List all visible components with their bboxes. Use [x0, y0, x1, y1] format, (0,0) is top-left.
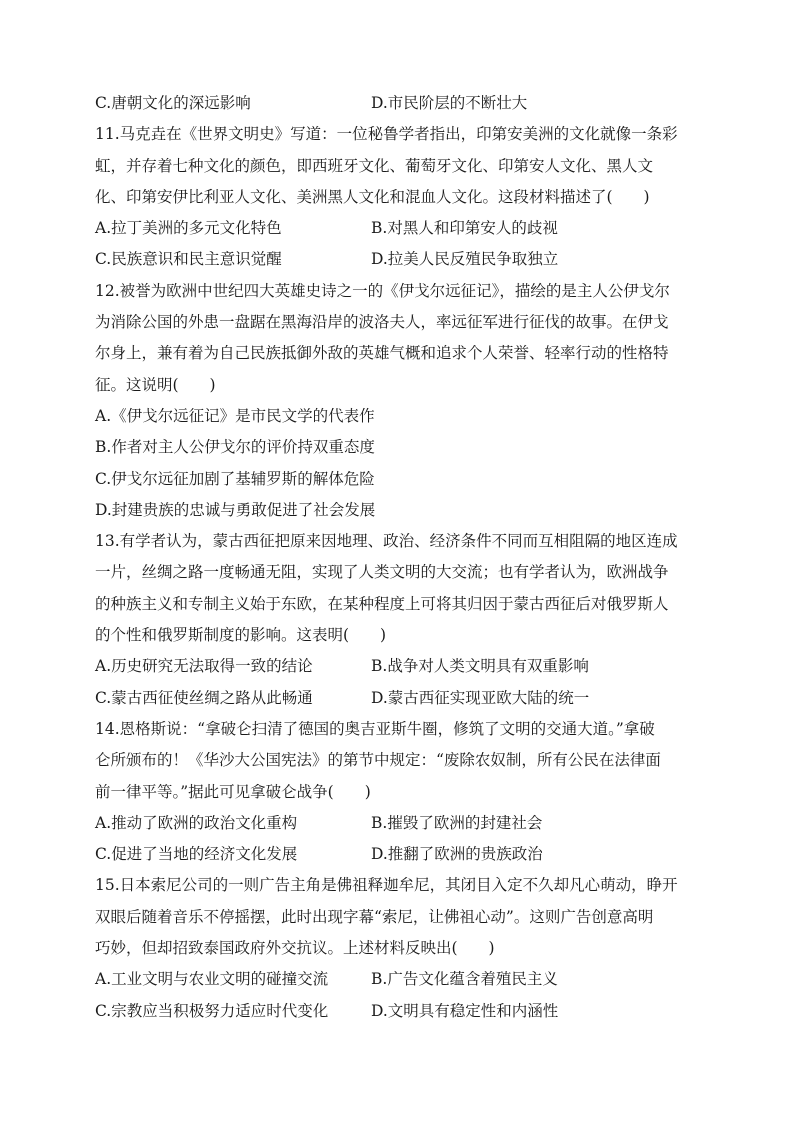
question-text-line: 11.马克垚在《世界文明史》写道：一位秘鲁学者指出，印第安美洲的文化就像一条彩	[95, 125, 678, 144]
question-text-line: 为消除公国的外患一盘踞在黑海沿岸的波洛夫人，率远征军进行征伐的故事。在伊戈	[95, 313, 669, 332]
option-b: B.作者对主人公伊戈尔的评价持双重态度	[95, 438, 375, 457]
option-a: A.拉丁美洲的多元文化特色	[95, 219, 282, 238]
question-text-line: 12.被誉为欧洲中世纪四大英雄史诗之一的《伊戈尔远征记》，描绘的是主人公伊戈尔	[95, 281, 670, 300]
option-row	[95, 839, 705, 870]
option-b: B.对黑人和印第安人的歧视	[371, 219, 558, 238]
option-row	[95, 88, 705, 119]
question-text-line: 征。这说明( )	[95, 375, 216, 394]
option-b: B.战争对人类文明具有双重影响	[371, 657, 589, 676]
question-text-line: 15.日本索尼公司的一则广告主角是佛祖释迦牟尼，其闭目入定不久却凡心萌动，睁开	[95, 876, 678, 895]
option-c: C.伊戈尔远征加剧了基辅罗斯的解体危险	[95, 469, 375, 488]
option-row	[95, 996, 705, 1027]
option-d: D.文明具有稳定性和内涵性	[371, 1001, 559, 1020]
option-c: C.唐朝文化的深远影响	[95, 94, 251, 112]
question-15	[95, 870, 705, 1026]
option-row	[95, 683, 705, 714]
option-row	[95, 213, 705, 244]
question-12	[95, 276, 705, 526]
question-text-line: 的个性和俄罗斯制度的影响。这表明( )	[95, 626, 387, 645]
question-text-line: 虹，并存着七种文化的颜色，即西班牙文化、葡萄牙文化、印第安人文化、黑人文	[95, 156, 654, 175]
option-d: D.蒙古西征实现亚欧大陆的统一	[371, 688, 590, 707]
option-a: A.《伊戈尔远征记》是市民文学的代表作	[95, 406, 375, 425]
option-d: D.推翻了欧洲的贵族政治	[371, 845, 543, 864]
option-c: C.宗教应当积极努力适应时代变化	[95, 1001, 329, 1020]
question-text-line: 前一律平等。”据此可见拿破仑战争( )	[95, 782, 371, 801]
question-text-line: 化、印第安伊比利亚人文化、美洲黑人文化和混血人文化。这段材料描述了( )	[95, 187, 650, 206]
question-text-line: 尔身上，兼有着为自己民族抵御外敌的英雄气概和追求个人荣誉、轻率行动的性格特	[95, 344, 669, 363]
option-d: D.市民阶层的不断壮大	[371, 94, 528, 112]
option-b: B.摧毁了欧洲的封建社会	[371, 813, 543, 832]
question-text-line: 一片，丝绸之路一度畅通无阻，实现了人类文明的大交流；也有学者认为，欧洲战争	[95, 563, 669, 582]
exam-page	[95, 88, 705, 1027]
option-a: A.推动了欧洲的政治文化重构	[95, 813, 298, 832]
option-c: C.民族意识和民主意识觉醒	[95, 250, 282, 269]
option-c: C.蒙古西征使丝绸之路从此畅通	[95, 688, 313, 707]
question-text-line: 13.有学者认为，蒙古西征把原来因地理、政治、经济条件不同而互相阻隔的地区连成	[95, 532, 678, 551]
question-text-line: 双眼后随着音乐不停摇摆，此时出现字幕“索尼，让佛祖心动”。这则广告创意高明	[95, 907, 654, 926]
option-c: C.促进了当地的经济文化发展	[95, 845, 298, 864]
question-text-line: 仑所颁布的！《华沙大公国宪法》的第节中规定：“废除农奴制，所有公民在法律面	[95, 751, 661, 770]
option-row	[95, 808, 705, 839]
option-d: D.拉美人民反殖民争取独立	[371, 250, 559, 269]
option-row	[95, 244, 705, 275]
option-a: A.工业文明与农业文明的碰撞交流	[95, 970, 329, 989]
option-d: D.封建贵族的忠诚与勇敢促进了社会发展	[95, 500, 376, 519]
option-b: B.广告文化蕴含着殖民主义	[371, 970, 558, 989]
question-text-line: 巧妙，但却招致泰国政府外交抗议。上述材料反映出( )	[95, 939, 495, 958]
question-14	[95, 714, 705, 870]
question-11	[95, 119, 705, 275]
option-row	[95, 964, 705, 995]
question-text-line: 14.恩格斯说：“拿破仑扫清了德国的奥吉亚斯牛圈，修筑了文明的交通大道。”拿破	[95, 719, 655, 738]
option-row	[95, 651, 705, 682]
question-13	[95, 526, 705, 714]
option-a: A.历史研究无法取得一致的结论	[95, 657, 313, 676]
question-text-line: 的种族主义和专制主义始于东欧，在某种程度上可将其归因于蒙古西征后对俄罗斯人	[95, 594, 669, 613]
